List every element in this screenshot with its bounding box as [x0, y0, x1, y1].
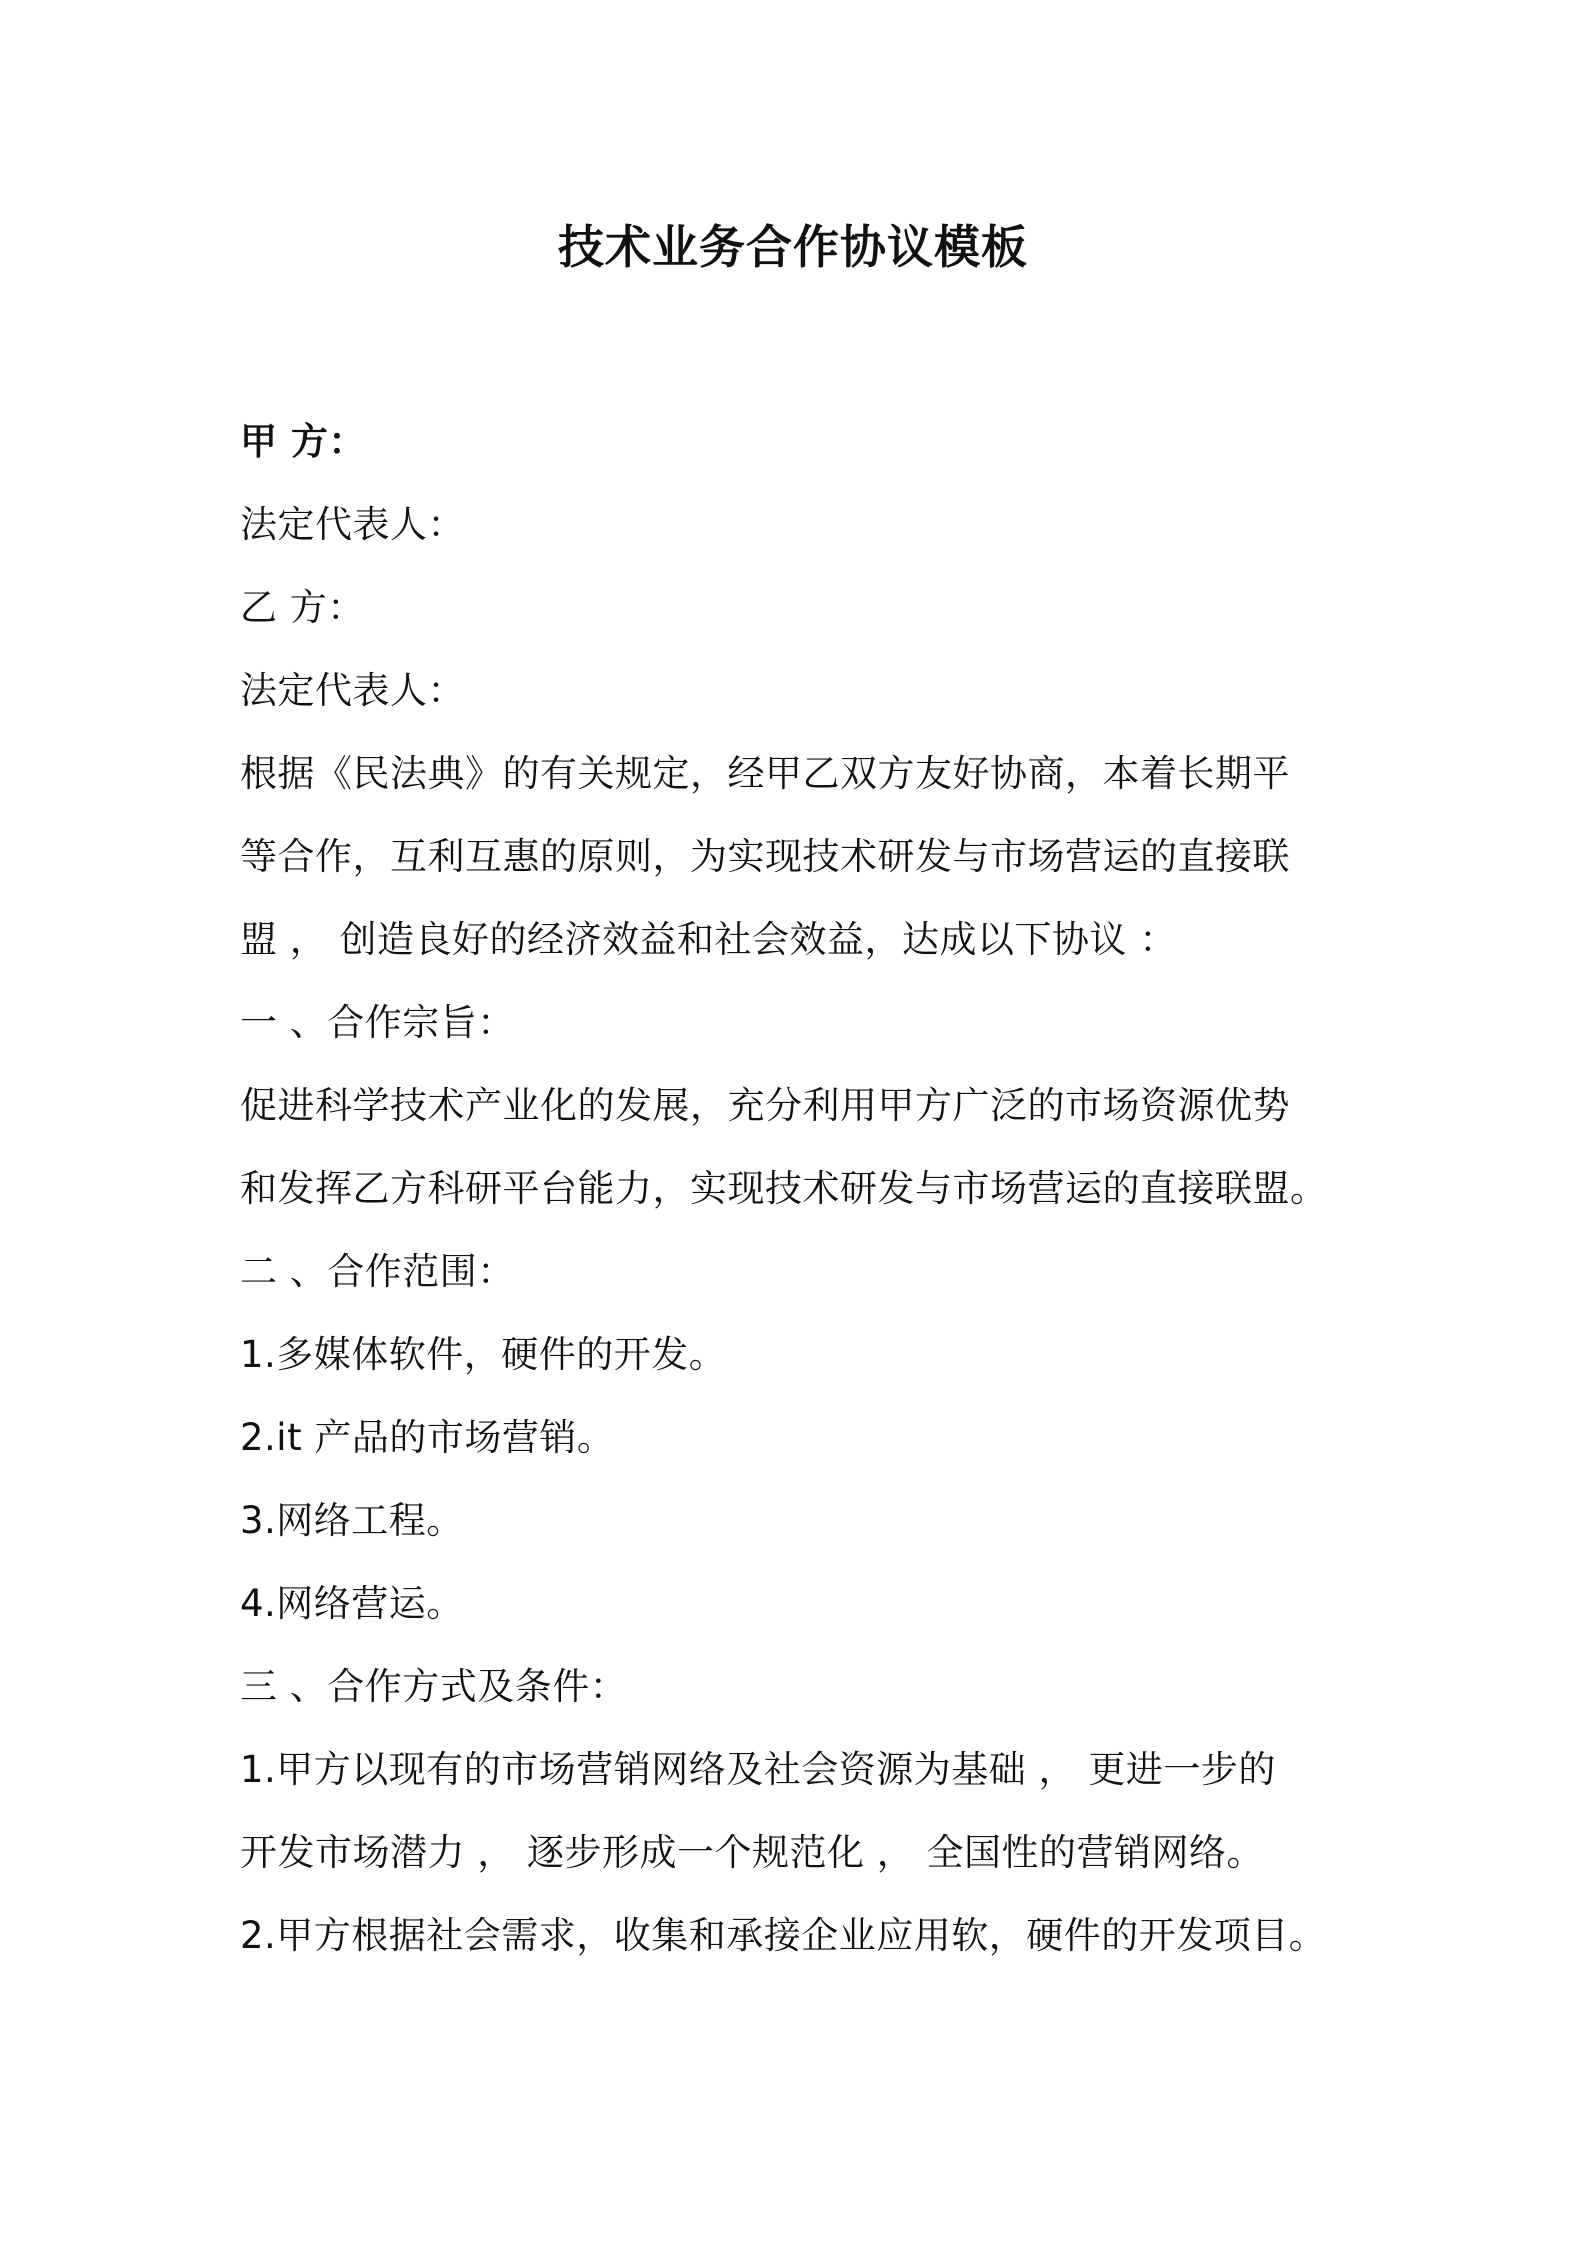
preamble-line-1: 根据《民法典》的有关规定，经甲乙双方友好协商，本着长期平 [240, 752, 1290, 795]
document-body [240, 400, 1390, 1977]
section-2-heading: 二 、合作范围： [240, 1250, 515, 1293]
section-1-line-1: 促进科学技术产业化的发展，充分利用甲方广泛的市场资源优势 [240, 1084, 1290, 1127]
section-2-item-4: 4.网络营运。 [240, 1582, 464, 1625]
section-3-heading: 三 、合作方式及条件： [240, 1665, 628, 1708]
document-title: 技术业务合作协议模板 [558, 220, 1028, 274]
section-2-item-3: 3.网络工程。 [240, 1499, 464, 1542]
section-3-item-1-line-1: 1.甲方以现有的市场营销网络及社会资源为基础 ， 更进一步的 [240, 1748, 1276, 1791]
section-1-heading: 一 、合作宗旨： [240, 1001, 515, 1044]
section-3-item-2: 2.甲方根据社会需求，收集和承接企业应用软，硬件的开发项目。 [240, 1914, 1327, 1957]
preamble-line-2: 等合作，互利互惠的原则，为实现技术研发与市场营运的直接联 [240, 835, 1290, 878]
preamble-line-3: 盟 ， 创造良好的经济效益和社会效益，达成以下协议 ： [240, 918, 1177, 961]
section-3-item-1-line-2: 开发市场潜力 ， 逐步形成一个规范化 ， 全国性的营销网络。 [240, 1831, 1265, 1874]
section-1-line-2: 和发挥乙方科研平台能力，实现技术研发与市场营运的直接联盟。 [240, 1167, 1328, 1210]
section-2-item-2: 2.it 产品的市场营销。 [240, 1416, 615, 1459]
party-a-label: 甲 方： [240, 420, 366, 463]
party-b-representative-label: 法定代表人： [240, 669, 465, 712]
party-a-representative-label: 法定代表人： [240, 503, 465, 546]
section-2-item-1: 1.多媒体软件，硬件的开发。 [240, 1333, 727, 1376]
party-b-label: 乙 方： [240, 586, 365, 629]
